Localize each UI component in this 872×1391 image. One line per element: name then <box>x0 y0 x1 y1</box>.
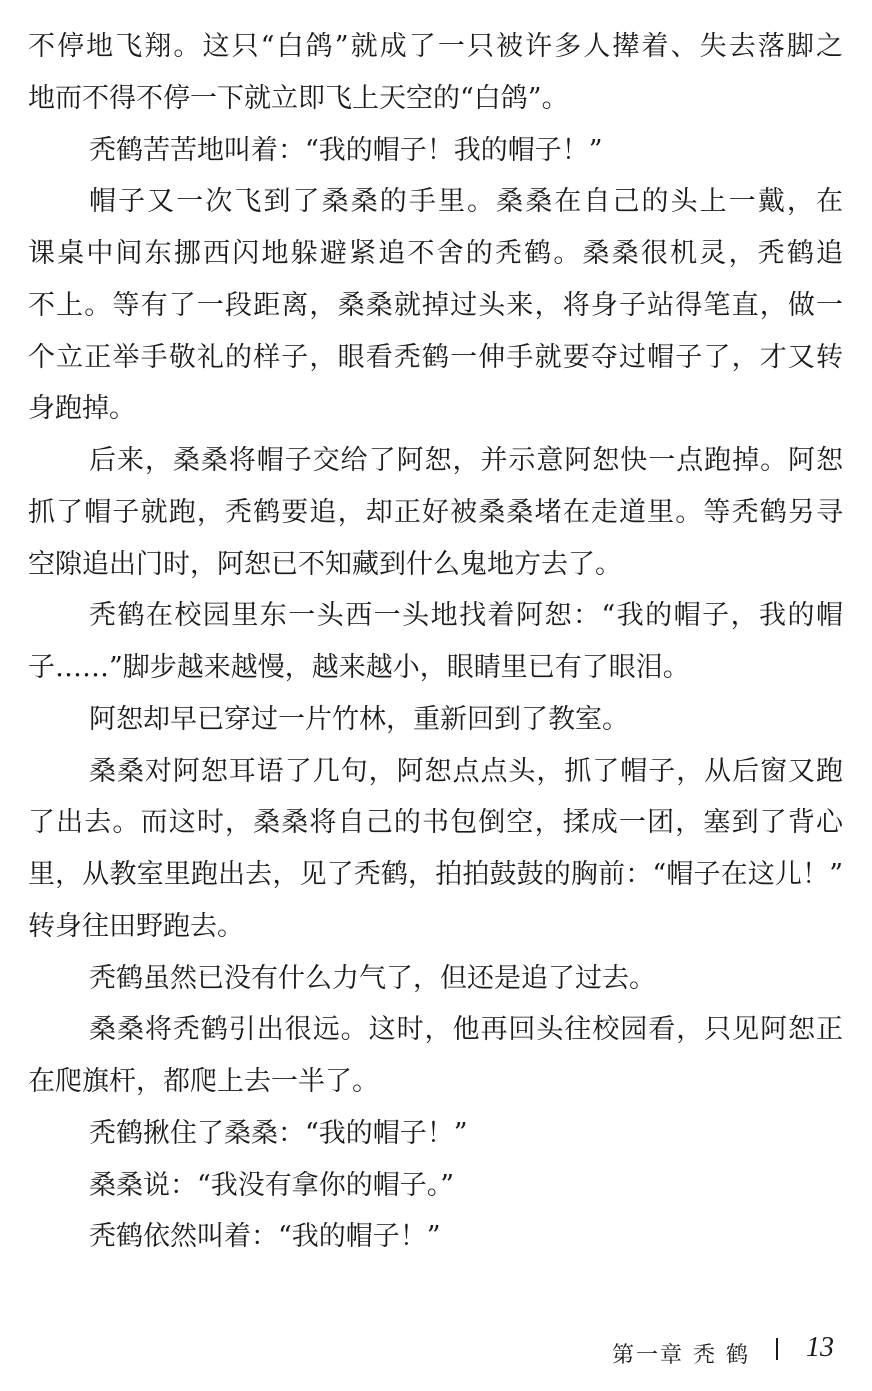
text-line: 桑桑对阿恕耳语了几句，阿恕点点头，抓了帽子，从后窗又跑 <box>89 755 843 787</box>
paragraph <box>28 1211 843 1263</box>
text-line: 秃鹤虽然已没有什么力气了，但还是追了过去。 <box>89 962 656 994</box>
paragraph <box>28 435 843 590</box>
text-line: 个立正举手敬礼的样子，眼看秃鹤一伸手就要夺过帽子了，才又转 <box>28 341 843 373</box>
paragraph <box>28 953 843 1005</box>
paragraph <box>28 1004 843 1108</box>
paragraph <box>28 746 843 953</box>
text-line: 秃鹤苦苦地叫着：“我的帽子！我的帽子！” <box>89 134 603 166</box>
text-line: 空隙追出门时，阿恕已不知藏到什么鬼地方去了。 <box>28 548 622 580</box>
text-line: 秃鹤揪住了桑桑：“我的帽子！” <box>89 1117 468 1149</box>
page-footer <box>0 1330 872 1374</box>
paragraph <box>28 694 843 746</box>
text-line: 课桌中间东挪西闪地躲避紧追不舍的秃鹤。桑桑很机灵，秃鹤追 <box>28 238 843 269</box>
text-line: 后来，桑桑将帽子交给了阿恕，并示意阿恕快一点跑掉。阿恕 <box>89 445 843 476</box>
text-line: 桑桑说：“我没有拿你的帽子。” <box>89 1169 455 1201</box>
text-line: 抓了帽子就跑，秃鹤要追，却正好被桑桑堵在走道里。等秃鹤另寻 <box>28 496 843 528</box>
paragraph <box>28 176 843 435</box>
paragraph <box>28 21 843 125</box>
footer-divider <box>776 1338 778 1360</box>
text-line: 里，从教室里跑出去，见了秃鹤，拍拍鼓鼓的胸前：“帽子在这儿！” <box>28 859 843 890</box>
text-line: 了出去。而这时，桑桑将自己的书包倒空，揉成一团，塞到了背心 <box>28 807 843 839</box>
page-number: 13 <box>806 1332 834 1363</box>
text-line: 转身往田野跑去。 <box>28 910 244 942</box>
text-line: 不停地飞翔。这只“白鸽”就成了一只被许多人撵着、失去落脚之 <box>28 31 843 62</box>
text-line: 在爬旗杆，都爬上去一半了。 <box>28 1066 379 1097</box>
text-line: 秃鹤在校园里东一头西一头地找着阿恕：“我的帽子，我的帽 <box>89 600 843 632</box>
text-line: 阿恕却早已穿过一片竹林，重新回到了教室。 <box>89 703 629 735</box>
text-line: 身跑掉。 <box>28 393 136 425</box>
text-line: 秃鹤依然叫着：“我的帽子！” <box>89 1221 441 1253</box>
paragraph <box>28 590 843 694</box>
body-text <box>28 21 843 1263</box>
text-line: 地而不得不停一下就立即飞上天空的“白鸽”。 <box>28 82 569 114</box>
text-line: 桑桑将秃鹤引出很远。这时，他再回头往校园看，只见阿恕正 <box>89 1014 843 1046</box>
paragraph <box>28 125 843 177</box>
text-line: 子……”脚步越来越慢，越来越小，眼睛里已有了眼泪。 <box>28 652 690 683</box>
chapter-title: 第一章 秃 鹤 <box>612 1343 750 1368</box>
paragraph <box>28 1108 843 1160</box>
text-line: 帽子又一次飞到了桑桑的手里。桑桑在自己的头上一戴，在 <box>89 186 843 218</box>
paragraph <box>28 1160 843 1212</box>
text-line: 不上。等有了一段距离，桑桑就掉过头来，将身子站得笔直，做一 <box>28 289 843 321</box>
